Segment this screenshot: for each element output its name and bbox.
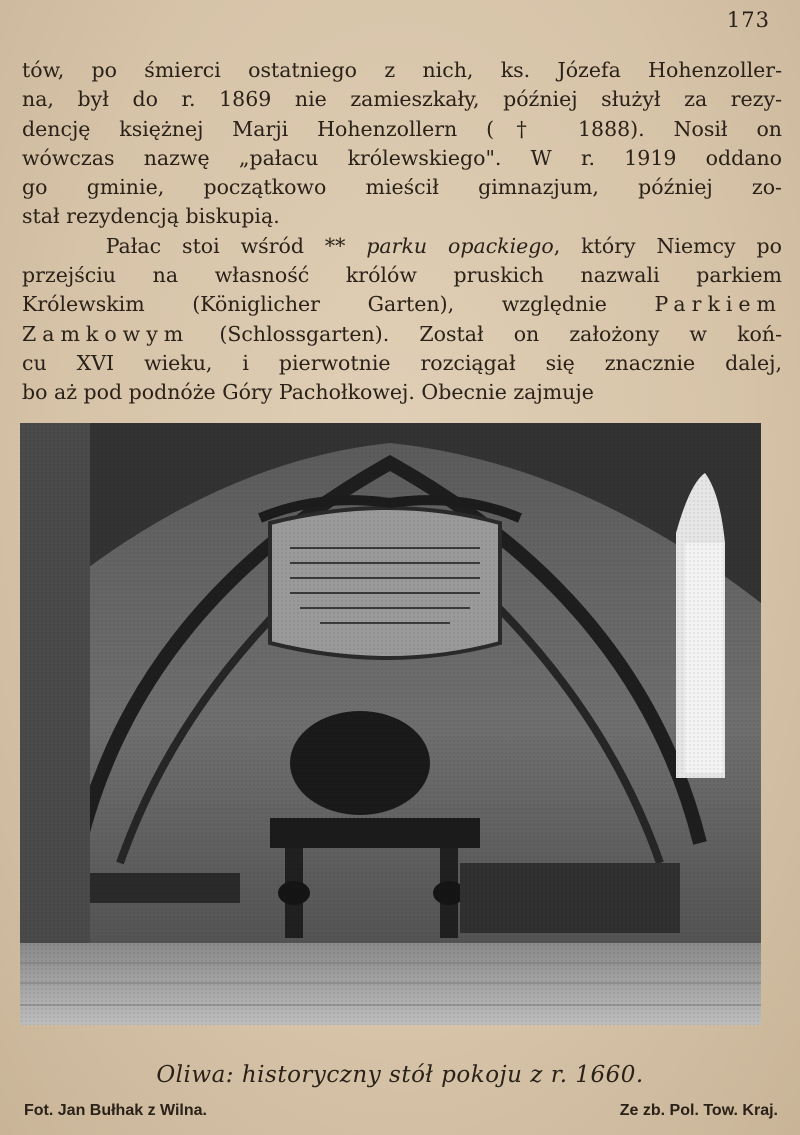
- line-part: (Schlossgarten). Został on założony w koń-: [189, 321, 782, 346]
- text-line: [22, 232, 782, 261]
- text-line: wówczas nazwę „pałacu królewskiego". W r. 1919 oddano: [22, 145, 782, 170]
- text-line: przejściu na własność królów pruskich nazwali parkiem: [22, 263, 782, 288]
- text-line: [22, 320, 782, 349]
- text-line: bo aż pod podnóże Góry Pachołkowej. Obecnie zajmuje: [22, 380, 594, 405]
- photo-credit: Fot. Jan Bułhak z Wilna.: [24, 1102, 207, 1119]
- text-line: [22, 290, 782, 319]
- photo-caption: Oliwa: historyczny stół pokoju z r. 1660.: [156, 1062, 644, 1088]
- page-number: 173: [726, 8, 770, 32]
- text-line: stał rezydencją biskupią.: [22, 204, 280, 229]
- spaced-word: Zamkowym: [22, 321, 190, 346]
- text-line: tów, po śmierci ostatniego z nich, ks. Józefa Hohenzoller-: [22, 58, 782, 82]
- collection-credit: Ze zb. Pol. Tow. Kraj.: [619, 1102, 778, 1119]
- para2-start: Pałac stoi wśród **: [105, 233, 367, 258]
- text-line: dencję księżnej Marji Hohenzollern († 1888). Nosił on: [22, 116, 782, 141]
- photo-illustration: [20, 423, 761, 1025]
- spaced-word: Parkiem: [654, 292, 782, 317]
- text-line: na, był do r. 1869 nie zamieszkały, później służył za rezy-: [22, 87, 782, 112]
- text-line: cu XVI wieku, i pierwotnie rozciągał się znacznie dalej,: [22, 350, 782, 375]
- photograph-peace-table: [20, 423, 761, 1025]
- line-part: Królewskim (Königlicher Garten), względnie: [22, 292, 655, 317]
- text-line: go gminie, początkowo mieścił gimnazjum, później zo-: [22, 175, 782, 200]
- park-name-italic: parku opackiego: [366, 233, 554, 258]
- body-text: [22, 56, 782, 408]
- para2-start-end: , który Niemcy po: [553, 233, 783, 258]
